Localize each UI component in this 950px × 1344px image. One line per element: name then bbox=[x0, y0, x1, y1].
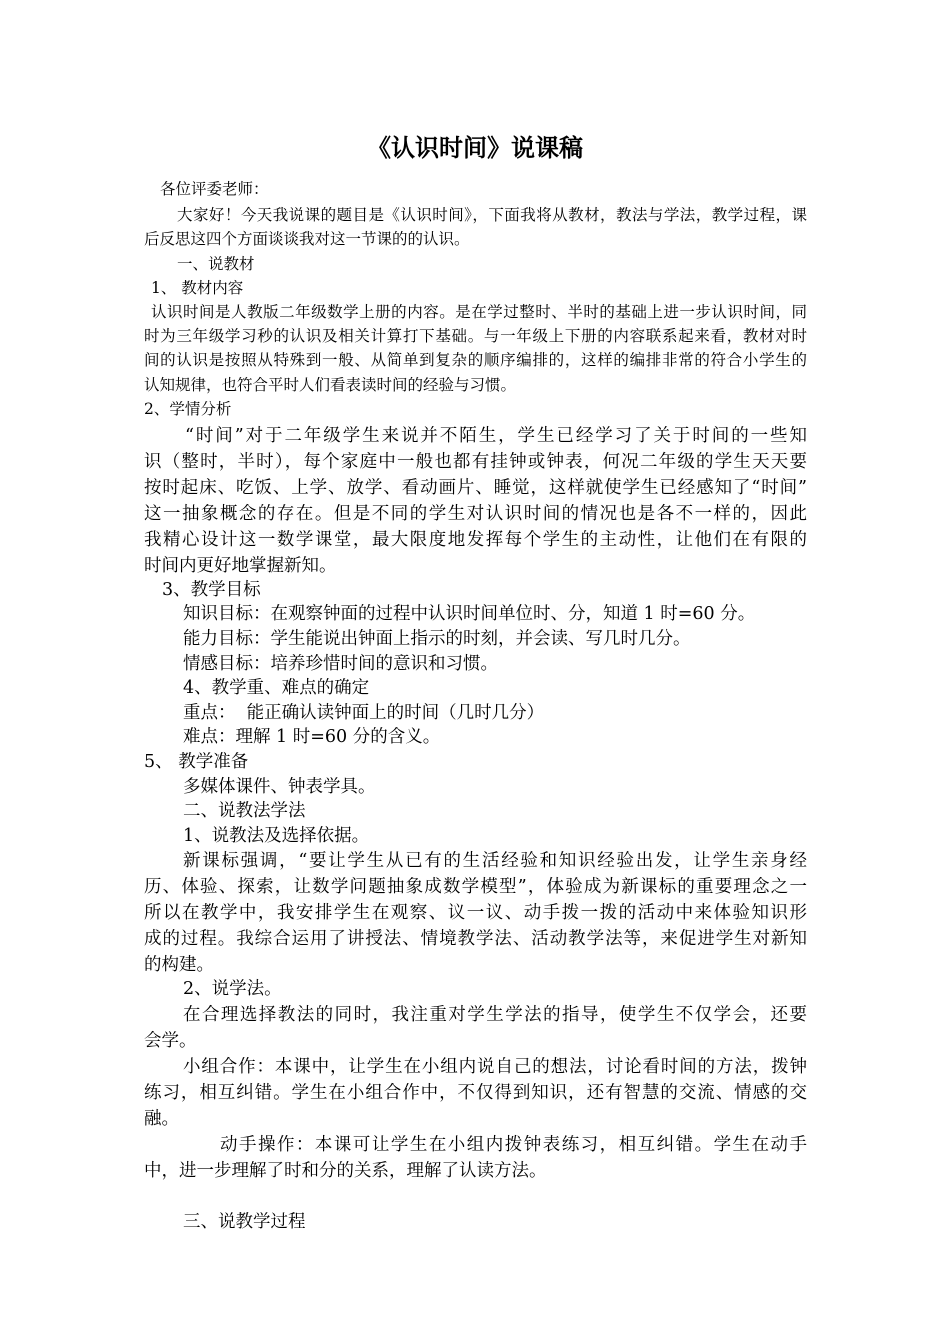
paragraph-line: 新课标强调，“要让学生从已有的生活经验和知识经验出发，让学生亲身经 bbox=[183, 851, 807, 871]
paragraph-line: 的构建。 bbox=[144, 955, 214, 975]
paragraph-line: 认识时间是人教版二年级数学上册的内容。是在学过整时、半时的基础上进一步认识时间，同 bbox=[151, 303, 807, 321]
section-heading: 一、说教材 bbox=[177, 255, 255, 273]
paragraph-line: 识（整时，半时），每个家庭中一般也都有挂钟或钟表，何况二年级的学生天天要 bbox=[144, 452, 807, 472]
paragraph-line: 时间内更好地掌握新知。 bbox=[144, 556, 337, 576]
paragraph-line: 融。 bbox=[144, 1109, 179, 1129]
difficult-point: 难点：理解 1 时=60 分的含义。 bbox=[183, 727, 441, 747]
paragraph-line: 按时起床、吃饭、上学、放学、看动画片、睡觉，这样就使学生已经感知了“时间” bbox=[144, 478, 807, 498]
paragraph-line: 间的认识是按照从特殊到一般、从简单到复杂的顺序编排的，这样的编排非常的符合小学生的 bbox=[144, 351, 807, 369]
paragraph-line: 会学。 bbox=[144, 1031, 197, 1051]
paragraph-line: 历、体验、探索，让数学问题抽象成数学模型”，体验成为新课标的重要理念之一 bbox=[144, 877, 807, 897]
item-heading: 5、 教学准备 bbox=[144, 752, 249, 772]
intro-line: 后反思这四个方面谈谈我对这一节课的的认识。 bbox=[144, 230, 470, 248]
sub-heading: 1、说教法及选择依据。 bbox=[183, 826, 370, 846]
paragraph-line: “时间”对于二年级学生来说并不陌生，学生已经学习了关于时间的一些知 bbox=[185, 426, 807, 446]
paragraph-line: 动手操作：本课可让学生在小组内拨钟表练习，相互纠错。学生在动手 bbox=[220, 1135, 807, 1155]
paragraph-line: 小组合作：本课中，让学生在小组内说自己的想法，讨论看时间的方法，拨钟 bbox=[183, 1057, 807, 1077]
paragraph-line: 认知规律，也符合平时人们看表读时间的经验与习惯。 bbox=[144, 376, 517, 394]
paragraph-line: 成的过程。我综合运用了讲授法、情境教学法、活动教学法等，来促进学生对新知 bbox=[144, 929, 807, 949]
section-heading: 三、说教学过程 bbox=[183, 1212, 306, 1232]
paragraph-line: 我精心设计这一数学课堂，最大限度地发挥每个学生的主动性，让他们在有限的 bbox=[144, 530, 807, 550]
goal-emotion: 情感目标：培养珍惜时间的意识和习惯。 bbox=[183, 654, 498, 674]
goal-knowledge: 知识目标：在观察钟面的过程中认识时间单位时、分，知道 1 时=60 分。 bbox=[183, 604, 756, 624]
paragraph-line: 所以在教学中，我安排学生在观察、议一议、动手拨一拨的活动中来体验知识形 bbox=[144, 903, 807, 923]
item-heading: 2、学情分析 bbox=[144, 400, 232, 418]
intro-line: 大家好！今天我说课的题目是《认识时间》，下面我将从教材，教法与学法，教学过程，课 bbox=[177, 206, 807, 224]
paragraph-line: 多媒体课件、钟表学具。 bbox=[183, 777, 376, 797]
item-heading: 4、教学重、难点的确定 bbox=[183, 678, 370, 698]
paragraph-line: 练习，相互纠错。学生在小组合作中，不仅得到知识，还有智慧的交流、情感的交 bbox=[144, 1083, 807, 1103]
key-point: 重点： 能正确认读钟面上的时间（几时几分） bbox=[183, 703, 545, 723]
item-heading: 1、 教材内容 bbox=[151, 279, 244, 297]
paragraph-line: 中，进一步理解了时和分的关系，理解了认读方法。 bbox=[144, 1161, 547, 1181]
paragraph-line: 在合理选择教法的同时，我注重对学生学法的指导，使学生不仅学会，还要 bbox=[183, 1005, 807, 1025]
greeting: 各位评委老师： bbox=[160, 180, 269, 198]
item-heading: 3、教学目标 bbox=[162, 580, 261, 600]
sub-heading: 2、说学法。 bbox=[183, 979, 282, 999]
goal-ability: 能力目标：学生能说出钟面上指示的时刻，并会读、写几时几分。 bbox=[183, 629, 691, 649]
section-heading: 二、说教法学法 bbox=[183, 801, 306, 821]
document-title: 《认识时间》说课稿 bbox=[367, 134, 583, 162]
paragraph-line: 时为三年级学习秒的认识及相关计算打下基础。与一年级上下册的内容联系起来看，教材对时 bbox=[144, 327, 807, 345]
paragraph-line: 这一抽象概念的存在。但是不同的学生对认识时间的情况也是各不一样的，因此 bbox=[144, 504, 807, 524]
